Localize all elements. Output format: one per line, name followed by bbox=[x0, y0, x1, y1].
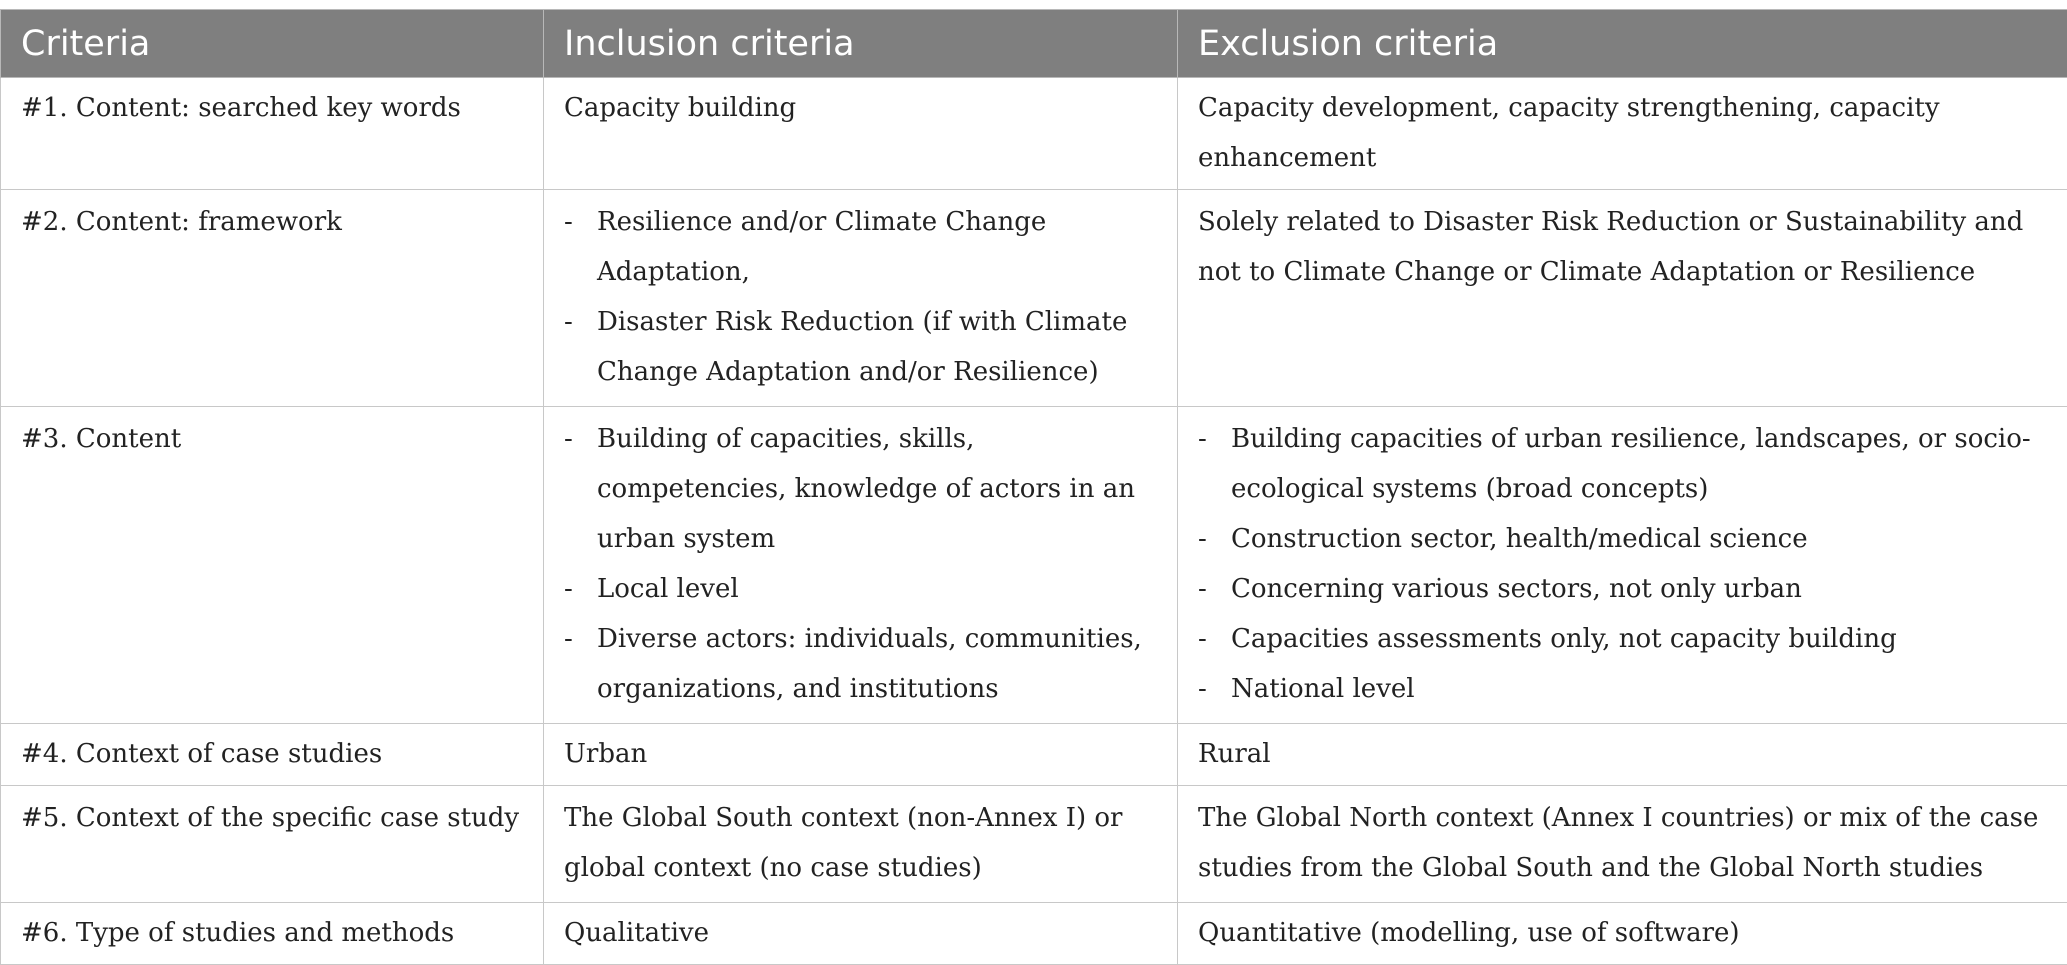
exclusion-cell: Quantitative (modelling, use of software) bbox=[1178, 903, 2067, 965]
header-row bbox=[1, 10, 2067, 78]
inclusion-cell: The Global South context (non-Annex I) or global context (no case studies) bbox=[544, 786, 1178, 903]
exclusion-cell: The Global North context (Annex I countries) or mix of the case studies from the Global South and the Global North studies bbox=[1178, 786, 2067, 903]
inclusion-cell bbox=[544, 407, 1178, 724]
list-item: - Disaster Risk Reduction (if with Climate Change Adaptation and/or Resilience) bbox=[564, 297, 1157, 397]
list-item: - National level bbox=[1198, 664, 2047, 714]
list-item: - Building capacities of urban resilience, landscapes, or socio-ecological systems (broad concepts) bbox=[1198, 414, 2047, 514]
table-row bbox=[1, 78, 2067, 190]
inclusion-cell bbox=[544, 190, 1178, 407]
criteria-cell: #4. Context of case studies bbox=[1, 724, 544, 786]
list-item: - Resilience and/or Climate Change Adaptation, bbox=[564, 197, 1157, 297]
table-header bbox=[1, 10, 2067, 78]
inclusion-cell: Qualitative bbox=[544, 903, 1178, 965]
exclusion-cell bbox=[1178, 407, 2067, 724]
list-item: - Local level bbox=[564, 564, 1157, 614]
table-body bbox=[1, 78, 2067, 965]
criteria-cell: #3. Content bbox=[1, 407, 544, 724]
table-row bbox=[1, 724, 2067, 786]
header-exclusion: Exclusion criteria bbox=[1178, 10, 2067, 78]
inclusion-list bbox=[564, 197, 1157, 397]
inclusion-list bbox=[564, 414, 1157, 714]
exclusion-list bbox=[1198, 414, 2047, 714]
exclusion-cell: Capacity development, capacity strengthening, capacity enhancement bbox=[1178, 78, 2067, 190]
list-item: - Concerning various sectors, not only urban bbox=[1198, 564, 2047, 614]
inclusion-cell: Urban bbox=[544, 724, 1178, 786]
criteria-cell: #2. Content: framework bbox=[1, 190, 544, 407]
table-row bbox=[1, 190, 2067, 407]
criteria-cell: #6. Type of studies and methods bbox=[1, 903, 544, 965]
list-item: - Diverse actors: individuals, communities, organizations, and institutions bbox=[564, 614, 1157, 714]
exclusion-cell: Solely related to Disaster Risk Reduction or Sustainability and not to Climate Change or Climate Adaptation or Resilience bbox=[1178, 190, 2067, 407]
list-item: - Construction sector, health/medical science bbox=[1198, 514, 2047, 564]
exclusion-cell: Rural bbox=[1178, 724, 2067, 786]
header-inclusion: Inclusion criteria bbox=[544, 10, 1178, 78]
table-row bbox=[1, 786, 2067, 903]
table-row bbox=[1, 903, 2067, 965]
table-row bbox=[1, 407, 2067, 724]
list-item: - Capacities assessments only, not capacity building bbox=[1198, 614, 2047, 664]
criteria-cell: #1. Content: searched key words bbox=[1, 78, 544, 190]
inclusion-cell: Capacity building bbox=[544, 78, 1178, 190]
header-criteria: Criteria bbox=[1, 10, 544, 78]
list-item: - Building of capacities, skills, competencies, knowledge of actors in an urban system bbox=[564, 414, 1157, 564]
criteria-cell: #5. Context of the specific case study bbox=[1, 786, 544, 903]
criteria-table bbox=[0, 9, 2067, 965]
